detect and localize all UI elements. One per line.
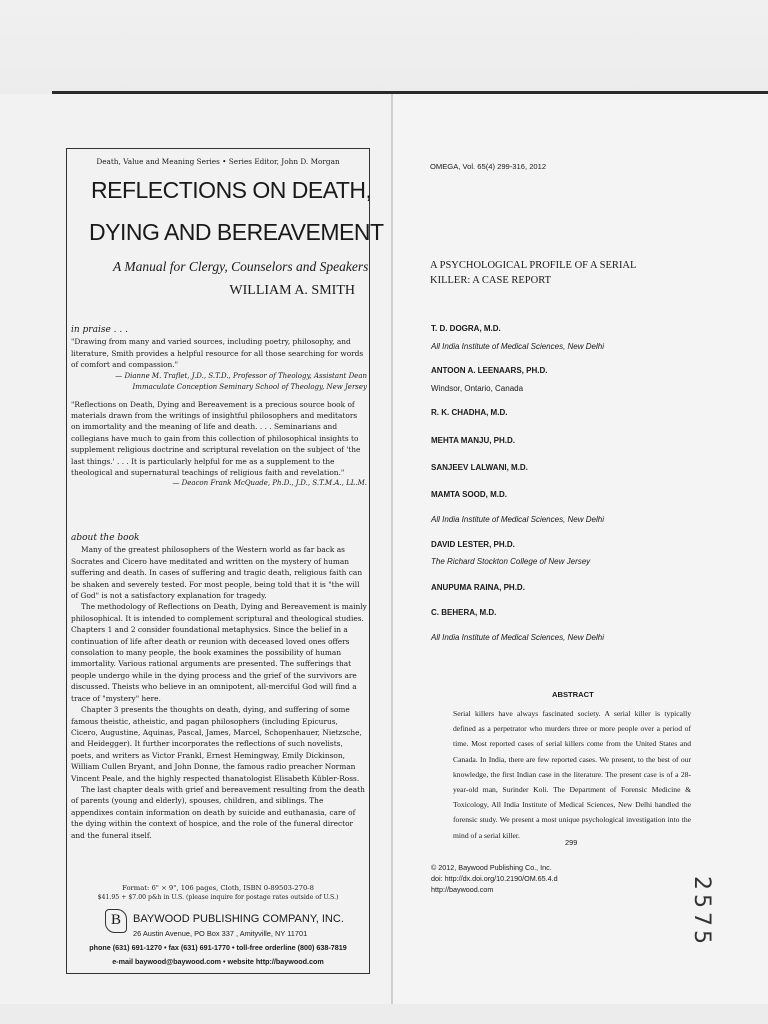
url-line: http://baywood.com [431, 885, 494, 894]
author-name: SANJEEV LALWANI, M.D. [431, 463, 528, 472]
about-paragraph-4: The last chapter deals with grief and bereavement resulting from the death of parents (young and elderly), spouses, children, and siblings. The appendixes contain information on death by suicide and euthanasia, care of the dying within the context of hospice, and the role of the funeral director and the funeral itself. [71, 784, 365, 840]
abstract-text: Serial killers have always fascinated society. A serial killer is typically defined as a perpetrator who murders three or more people over a period of time. Most reported cases of serial killers come from the United States and Canada. In India, there are few reported cases. We present, to the best of our knowledge, the first Indian case in the literature. The present case is of a 28-year-old man, Surinder Koli. The Department of Forensic Medicine & Toxicology, All India Institute of Medical Sciences, New Delhi handled the forensic study. We present a most unique psychological investigation into the mind of a serial killer. [453, 709, 691, 840]
book-title-line1: REFLECTIONS ON DEATH, [91, 177, 372, 203]
author-affiliation: The Richard Stockton College of New Jersey [431, 557, 591, 566]
praise-attribution-2: — Deacon Frank McQuade, Ph.D., J.D., S.T.M.A., LL.M. [172, 479, 367, 488]
book-title-line2: DYING AND BEREAVEMENT [89, 219, 384, 245]
publisher-phone: phone (631) 691-1270 • fax (631) 691-1770 • toll-free orderline (800) 638-7819 [89, 943, 347, 952]
author-affiliation: All India Institute of Medical Sciences, New Delhi [431, 515, 604, 524]
praise-section [71, 325, 367, 489]
author-name: T. D. DOGRA, M.D. [431, 324, 501, 333]
copyright-block [431, 862, 631, 895]
journal-reference: OMEGA, Vol. 65(4) 299-316, 2012 [430, 162, 547, 171]
book-author: WILLIAM A. SMITH [229, 283, 355, 298]
about-paragraph-2: The methodology of Reflections on Death, Dying and Bereavement is mainly philosophical. It is intended to complement scriptural and theological studies. Chapters 1 and 2 consider foundational metaphysics. Since the belief in a continuation of life after death or reunion with deceased loved ones offers consolation to many people, the book examines the possibility of human immortality. Various rational arguments are presented. The sufferings that people undergo while in the dying process and the grief of the survivors are discussed. Theists who believe in an omnipotent, all-merciful God will find a trace of "mystery" here. [71, 602, 367, 703]
author-affiliation: Windsor, Ontario, Canada [431, 384, 524, 393]
author-name: MAMTA SOOD, M.D. [431, 490, 507, 499]
page-gutter [391, 94, 393, 1004]
praise-attribution-1a: — Dianne M. Traflet, J.D., S.T.D., Professor of Theology, Assistant Dean [115, 371, 367, 380]
article-title: A PSYCHOLOGICAL PROFILE OF A SERIAL KILLER: A CASE REPORT [430, 260, 637, 286]
about-section [71, 533, 367, 841]
series-line: Death, Value and Meaning Series • Series Editor, John D. Morgan [96, 157, 340, 166]
page-number: 299 [565, 838, 578, 847]
format-line: Format: 6" × 9", 106 pages, Cloth, ISBN 0-89503-270-8 [122, 884, 314, 892]
doi-line: doi: http://dx.doi.org/10.2190/OM.65.4.d [431, 874, 558, 883]
author-name: MEHTA MANJU, PH.D. [431, 436, 515, 445]
copyright-line: © 2012, Baywood Publishing Co., Inc. [431, 863, 552, 872]
author-affiliation: All India Institute of Medical Sciences, New Delhi [431, 633, 604, 642]
about-paragraph-1: Many of the greatest philosophers of the Western world as far back as Socrates and Cicero have meditated and written on the mystery of human suffering and death. In cases of suffering and tragic death, religious faith can be shaken and severely tested. For most people, being told that it is "the will of God" is not a satisfactory explanation for tragedy. [71, 545, 363, 601]
publisher-web: e-mail baywood@baywood.com • website http://baywood.com [112, 957, 324, 966]
praise-attribution-1b: Immaculate Conception Seminary School of Theology, New Jersey [132, 382, 367, 391]
about-paragraph-3: Chapter 3 presents the thoughts on death, dying, and suffering of some famous theistic, atheistic, and pagan philosophers (including Epicurus, Cicero, Augustine, Aquinas, Pascal, James, Marcel, Schopenhauer, Nietzsche, and Heidegger). It further incorporates the reflections of such novelists, poets, and writers as Victor Frankl, Ernest Hemingway, Emily Dickinson, William Cullen Bryant, and John Donne, the famous radio preacher Norman Vincent Peale, and the highly respected thanatologist Elisabeth Kübler-Ross. [71, 705, 362, 783]
praise-quote-2: "Reflections on Death, Dying and Bereavement is a precious source book of materials drawn from the writings of insightful philosophers and meditators on immortality and the meaning of life and death. . . . Seminarians and collegians have much to gain from this collection of philosophical insights to supplement religious doctrine and scriptural revelation on the subject of 'the last things.' . . . It is particularly helpful for me as a supplement to the theological and supernatural teachings of religious faith and revelation." [71, 399, 361, 478]
top-rule [52, 91, 768, 94]
author-name: R. K. CHADHA, M.D. [431, 408, 508, 417]
book-subtitle: A Manual for Clergy, Counselors and Speakers [113, 259, 369, 274]
about-heading: about the book [71, 533, 140, 543]
author-affiliation: All India Institute of Medical Sciences, New Delhi [431, 342, 604, 351]
praise-heading: in praise . . . [71, 325, 128, 335]
author-name: DAVID LESTER, PH.D. [431, 540, 515, 549]
author-name: ANTOON A. LEENAARS, PH.D. [431, 366, 548, 375]
abstract-heading: ABSTRACT [552, 690, 594, 699]
publisher-logo: B [105, 909, 127, 933]
author-name: C. BEHERA, M.D. [431, 608, 497, 617]
publisher-address: 26 Austin Avenue, PO Box 337 , Amityville, NY 11701 [133, 929, 308, 938]
publisher-name: BAYWOOD PUBLISHING COMPANY, INC. [133, 913, 344, 925]
praise-quote-1: "Drawing from many and varied sources, including poetry, philosophy, and literature, Smith provides a helpful resource for all those searching for words of comfort and compassion." [71, 337, 364, 370]
handwritten-number: 2575 [689, 876, 714, 948]
book-advertisement [66, 148, 384, 974]
author-name: ANUPUMA RAINA, PH.D. [431, 583, 525, 592]
price-line: $41.95 + $7.00 p&h in U.S. (please inquire for postage rates outside of U.S.) [97, 894, 339, 901]
